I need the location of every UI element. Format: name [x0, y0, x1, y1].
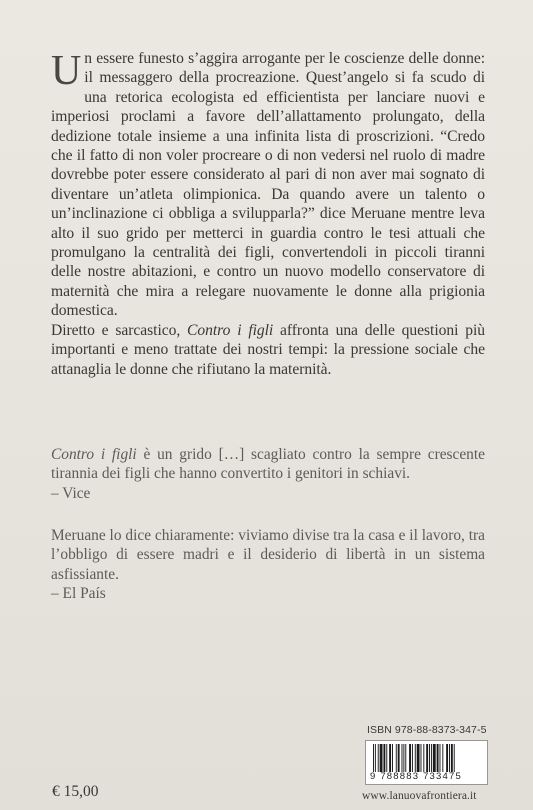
barcode-bar [409, 744, 411, 774]
barcode-bar [454, 744, 455, 774]
barcode-digits: 9 788883 733475 [370, 771, 462, 782]
barcode-bar [429, 744, 430, 774]
review-source: – El País [51, 585, 106, 603]
book-title-inline: Contro i figli [187, 321, 274, 339]
barcode-bar [383, 744, 385, 774]
review-quote-el-pais [51, 526, 485, 604]
barcode-bar [378, 744, 379, 774]
barcode-bar [386, 744, 387, 774]
barcode-bar [396, 744, 397, 774]
review-quote-body: è un grido […] scagliato contro la sempre crescente tirannia dei figli che hanno convertito i genitori in schiavi. [51, 446, 485, 483]
barcode-bar [389, 744, 391, 774]
drop-cap: U [51, 48, 82, 94]
barcode-bar [426, 744, 428, 774]
publisher-url: www.lanuovafrontiera.it [362, 790, 477, 802]
blurb-paragraph-2-lead: Diretto e sarcastico, [51, 321, 188, 339]
barcode-bar [402, 744, 403, 774]
barcode-bar [433, 744, 436, 774]
barcode-bar [423, 744, 424, 774]
blurb-paragraph-1 [51, 49, 485, 321]
price: € 15,00 [52, 783, 99, 800]
isbn-label: ISBN 978-88-8373-347-5 [367, 724, 487, 736]
barcode-bar [415, 744, 416, 774]
barcode-bar [442, 744, 443, 774]
blurb-paragraph-2 [51, 321, 485, 379]
review-quote-vice [51, 445, 485, 503]
barcode-bar [375, 744, 376, 774]
barcode-bar [398, 744, 400, 774]
barcode-bars [373, 744, 480, 774]
barcode-bar [417, 744, 420, 774]
barcode-bar [421, 744, 422, 774]
barcode-bar [392, 744, 393, 774]
barcode-bar [437, 744, 439, 774]
review-source: – Vice [51, 484, 91, 502]
barcode-bar [373, 744, 374, 774]
barcode-bar [431, 744, 432, 774]
book-title-inline: Contro i figli [51, 446, 137, 463]
barcode-bar [412, 744, 413, 774]
barcode-bar [405, 744, 406, 774]
barcode-bar [446, 744, 448, 774]
barcode-bar [449, 744, 450, 774]
barcode-bar [440, 744, 441, 774]
review-quote-text [51, 445, 485, 484]
barcode-bar [451, 744, 453, 774]
blurb-text [51, 49, 485, 379]
barcode-bar [403, 744, 404, 774]
barcode-bar [380, 744, 383, 774]
blurb-paragraph-1-text: n essere funesto s’aggira arrogante per le coscienze delle donne: il messaggero della procreazione. Quest’angelo si fa scudo di una retorica ecologista ed efficientista per lanciare nuovi e imperiosi proclami a favore dell’allattamento prolungato, della dedizione totale insieme a una infinita lista di proscrizioni. “Credo che il fatto di non voler procreare o di non vedersi nel ruolo di madre dovrebbe poter essere considerato al pari di non aver mai sognato di diventare un’atleta olimpionica. Da quando avere un talento o un’inclinazione ci obbliga a svilupparla?” dice Meruane mentre leva alto il suo grido per metterci in guardia contro le tesi attuali che promulgano la centralità dei figli, convertendoli in piccoli tiranni delle nostre abitazioni, e contro un nuovo modello conservatore di maternità che mira a relegare nuovamente le donne alla prigionia domestica. [51, 50, 485, 320]
blurb-paragraph-2-text: affronta una delle questioni più importanti e meno trattate dei nostri tempi: la pressione sociale che attanaglia le donne che rifiutano la maternità. [51, 321, 486, 378]
review-quote-text: Meruane lo dice chiaramente: viviamo divise tra la casa e il lavoro, tra l’obbligo di essere madri e il desiderio di libertà in un sistema asfissiante. [51, 527, 485, 583]
barcode [365, 740, 488, 785]
